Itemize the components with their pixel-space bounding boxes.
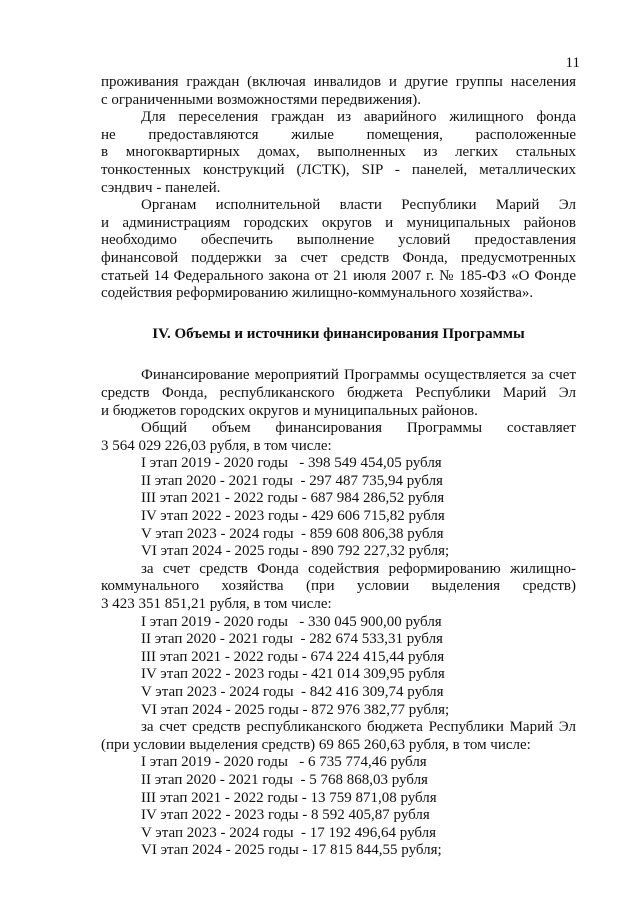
text-line: финансовой поддержки за счет средств Фонда, предусмотренных <box>101 249 576 266</box>
funding-stage-line: VI этап 2024 - 2025 годы - 17 815 844,55 рубля; <box>141 842 442 859</box>
financing-text-block <box>101 367 576 860</box>
funding-stage-line: I этап 2019 - 2020 годы - 330 045 900,00 рубля <box>141 613 442 630</box>
paragraph-first-line: за счет средств республиканского бюджета Республики Марий Эл <box>141 719 576 736</box>
text-line-end: сэндвич - панелей. <box>101 179 221 196</box>
text-line: проживания граждан (включая инвалидов и другие группы населения <box>101 74 576 90</box>
text-line-end: (при условии выделения средств) 69 865 260,63 рубля, в том числе: <box>101 736 531 753</box>
text-line: тонкостенных конструкций (ЛСТК), SIP - панелей, металлических <box>101 161 576 178</box>
funding-stage-line: III этап 2021 - 2022 годы - 674 224 415,44 рубля <box>141 648 445 665</box>
funding-stage-line: VI этап 2024 - 2025 годы - 890 792 227,32 рубля; <box>141 543 450 560</box>
funding-stage-line: III этап 2021 - 2022 годы - 687 984 286,52 рубля <box>141 490 445 507</box>
funding-stage-line: II этап 2020 - 2021 годы - 282 674 533,31 рубля <box>141 631 443 648</box>
funding-stage-line: II этап 2020 - 2021 годы - 5 768 868,03 рубля <box>141 771 428 788</box>
funding-stage-line: II этап 2020 - 2021 годы - 297 487 735,94 рубля <box>141 472 443 489</box>
funding-stage-line: I этап 2019 - 2020 годы - 6 735 774,46 рубля <box>141 754 427 771</box>
text-line: не предоставляются жилые помещения, расположенные <box>101 126 576 143</box>
text-line: и администрациям городских округов и муниципальных районов <box>101 214 576 231</box>
funding-stage-line: I этап 2019 - 2020 годы - 398 549 454,05 рубля <box>141 455 442 472</box>
text-line-end: 3 423 351 851,21 рубля, в том числе: <box>101 596 332 613</box>
text-line-end: 3 564 029 226,03 рубля, в том числе: <box>101 437 332 454</box>
paragraph-first-line: Для переселения граждан из аварийного жилищного фонда <box>141 109 576 126</box>
text-line: необходимо обеспечить выполнение условий предоставления <box>101 232 576 249</box>
text-line: коммунального хозяйства (при условии выделения средств) <box>101 578 576 595</box>
funding-stage-line: V этап 2023 - 2024 годы - 842 416 309,74 рубля <box>141 684 444 700</box>
paragraph-first-line: за счет средств Фонда содействия реформированию жилищно- <box>141 560 576 577</box>
paragraph-first-line: Финансирование мероприятий Программы осуществляется за счет <box>141 367 576 384</box>
funding-stage-line: VI этап 2024 - 2025 годы - 872 976 382,77 рубля; <box>141 701 450 718</box>
text-line-end: и бюджетов городских округов и муниципальных районов. <box>101 402 478 419</box>
page-content <box>101 74 576 860</box>
paragraph-first-line: Органам исполнительной власти Республики Марий Эл <box>141 197 576 214</box>
funding-stage-line: III этап 2021 - 2022 годы - 13 759 871,08 рубля <box>141 789 437 806</box>
paragraph-first-line: Общий объем финансирования Программы составляет <box>141 420 576 437</box>
funding-stage-line: IV этап 2022 - 2023 годы - 421 014 309,95 рубля <box>141 666 445 683</box>
funding-stage-line: V этап 2023 - 2024 годы - 859 608 806,38 рубля <box>141 525 444 542</box>
text-line: средств Фонда, республиканского бюджета Республики Марий Эл <box>101 384 576 401</box>
page-number: 11 <box>565 55 580 71</box>
section-heading: IV. Объемы и источники финансирования Программы <box>152 325 525 342</box>
funding-stage-line: IV этап 2022 - 2023 годы - 8 592 405,87 рубля <box>141 807 430 824</box>
text-line-end: с ограниченными возможностями передвижения). <box>101 91 422 108</box>
funding-stage-line: V этап 2023 - 2024 годы - 17 192 496,64 рубля <box>141 824 437 841</box>
funding-stage-line: IV этап 2022 - 2023 годы - 429 606 715,82 рубля <box>141 508 445 525</box>
text-line: в многоквартирных домах, выполненных из легких стальных <box>101 144 576 161</box>
text-line-end: содействия реформированию жилищно-коммунального хозяйства». <box>101 285 534 302</box>
text-line: статьей 14 Федерального закона от 21 июля 2007 г. № 185-ФЗ «О Фонде <box>101 267 576 284</box>
intro-text-block <box>101 74 576 303</box>
